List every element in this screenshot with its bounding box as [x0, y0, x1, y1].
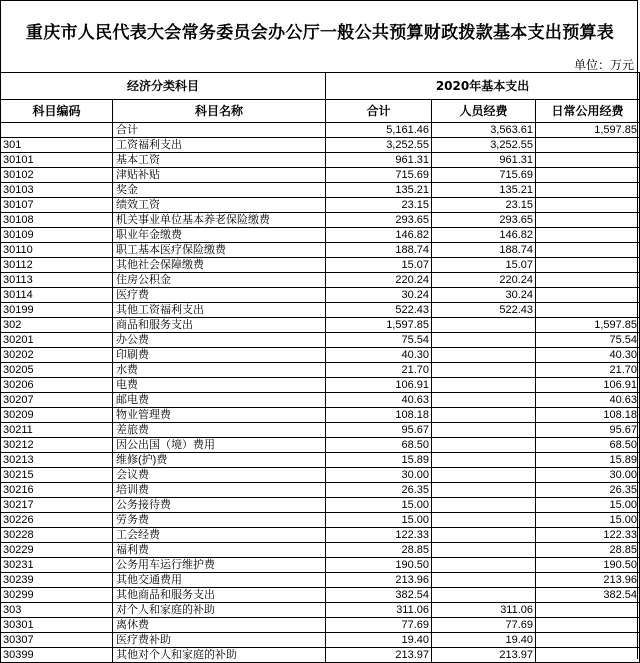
cell-code: 30301: [1, 618, 113, 633]
header-econ-class: 经济分类科目: [1, 73, 326, 100]
cell-public: 15.00: [536, 498, 640, 513]
cell-code: 30226: [1, 513, 113, 528]
cell-name: 奖金: [113, 183, 326, 198]
cell-name: 商品和服务支出: [113, 318, 326, 333]
cell-public: 382.54: [536, 588, 640, 603]
cell-name: 其他对个人和家庭的补助: [113, 648, 326, 663]
cell-total: 135.21: [326, 183, 432, 198]
cell-total: 1,597.85: [326, 318, 432, 333]
cell-code: 30213: [1, 453, 113, 468]
cell-code: 303: [1, 603, 113, 618]
cell-name: 维修(护)费: [113, 453, 326, 468]
cell-public: 1,597.85: [536, 123, 640, 138]
table-row: [1, 378, 640, 393]
cell-total: 77.69: [326, 618, 432, 633]
table-row: [1, 318, 640, 333]
cell-name: 水费: [113, 363, 326, 378]
cell-name: 工会经费: [113, 528, 326, 543]
cell-public: [536, 243, 640, 258]
cell-name: 合计: [113, 123, 326, 138]
cell-personnel: [432, 318, 536, 333]
cell-code: 30109: [1, 228, 113, 243]
table-row: [1, 423, 640, 438]
cell-total: 213.97: [326, 648, 432, 663]
cell-name: 工资福利支出: [113, 138, 326, 153]
cell-total: 95.67: [326, 423, 432, 438]
cell-name: 职工基本医疗保险缴费: [113, 243, 326, 258]
header-code: 科目编码: [1, 100, 113, 123]
table-row: [1, 123, 640, 138]
cell-personnel: 146.82: [432, 228, 536, 243]
cell-total: 108.18: [326, 408, 432, 423]
unit-label: 单位：万元: [573, 58, 634, 72]
cell-code: 30207: [1, 393, 113, 408]
cell-code: 30112: [1, 258, 113, 273]
cell-code: 30103: [1, 183, 113, 198]
cell-public: 26.35: [536, 483, 640, 498]
cell-personnel: [432, 363, 536, 378]
cell-public: 108.18: [536, 408, 640, 423]
cell-name: 机关事业单位基本养老保险缴费: [113, 213, 326, 228]
cell-public: [536, 228, 640, 243]
cell-personnel: 77.69: [432, 618, 536, 633]
cell-personnel: [432, 423, 536, 438]
cell-personnel: 3,252.55: [432, 138, 536, 153]
table-row: [1, 348, 640, 363]
cell-name: 会议费: [113, 468, 326, 483]
cell-total: 190.50: [326, 558, 432, 573]
cell-personnel: [432, 543, 536, 558]
table-row: [1, 468, 640, 483]
header-name: 科目名称: [113, 100, 326, 123]
cell-total: 28.85: [326, 543, 432, 558]
cell-public: [536, 183, 640, 198]
cell-personnel: [432, 573, 536, 588]
cell-code: 30102: [1, 168, 113, 183]
cell-personnel: 522.43: [432, 303, 536, 318]
header-public: 日常公用经费: [536, 100, 640, 123]
cell-code: 30216: [1, 483, 113, 498]
cell-total: 15.00: [326, 498, 432, 513]
table-row: [1, 138, 640, 153]
cell-personnel: 23.15: [432, 198, 536, 213]
table-row: [1, 228, 640, 243]
cell-name: 公务接待费: [113, 498, 326, 513]
cell-name: 公务用车运行维护费: [113, 558, 326, 573]
cell-code: 30113: [1, 273, 113, 288]
cell-public: 75.54: [536, 333, 640, 348]
cell-code: 30229: [1, 543, 113, 558]
cell-personnel: [432, 498, 536, 513]
cell-personnel: [432, 438, 536, 453]
cell-name: 邮电费: [113, 393, 326, 408]
cell-code: 30209: [1, 408, 113, 423]
cell-public: [536, 648, 640, 663]
table-row: [1, 603, 640, 618]
cell-personnel: [432, 558, 536, 573]
cell-name: 电费: [113, 378, 326, 393]
cell-personnel: [432, 468, 536, 483]
cell-name: 离休费: [113, 618, 326, 633]
cell-code: 30228: [1, 528, 113, 543]
table-row: [1, 483, 640, 498]
cell-code: 30307: [1, 633, 113, 648]
table-row: [1, 333, 640, 348]
cell-public: 1,597.85: [536, 318, 640, 333]
cell-personnel: 135.21: [432, 183, 536, 198]
cell-code: 30206: [1, 378, 113, 393]
cell-code: 302: [1, 318, 113, 333]
cell-code: 30107: [1, 198, 113, 213]
cell-code: 30114: [1, 288, 113, 303]
table-row: [1, 363, 640, 378]
budget-table: [0, 72, 640, 663]
cell-name: 对个人和家庭的补助: [113, 603, 326, 618]
cell-public: 30.00: [536, 468, 640, 483]
cell-total: 122.33: [326, 528, 432, 543]
cell-public: [536, 213, 640, 228]
cell-personnel: 293.65: [432, 213, 536, 228]
cell-public: [536, 603, 640, 618]
cell-total: 382.54: [326, 588, 432, 603]
table-row: [1, 198, 640, 213]
cell-code: 30215: [1, 468, 113, 483]
cell-name: 其他社会保障缴费: [113, 258, 326, 273]
cell-public: 190.50: [536, 558, 640, 573]
cell-code: 30205: [1, 363, 113, 378]
cell-public: 68.50: [536, 438, 640, 453]
cell-name: 其他商品和服务支出: [113, 588, 326, 603]
table-row: [1, 303, 640, 318]
table-row: [1, 408, 640, 423]
table-row: [1, 153, 640, 168]
cell-name: 因公出国（境）费用: [113, 438, 326, 453]
header-row-top: [1, 73, 640, 100]
cell-public: [536, 258, 640, 273]
cell-total: 40.30: [326, 348, 432, 363]
cell-total: 5,161.46: [326, 123, 432, 138]
cell-public: [536, 138, 640, 153]
cell-name: 津贴补贴: [113, 168, 326, 183]
cell-total: 21.70: [326, 363, 432, 378]
table-row: [1, 393, 640, 408]
cell-total: 188.74: [326, 243, 432, 258]
table-row: [1, 543, 640, 558]
table-row: [1, 213, 640, 228]
table-row: [1, 168, 640, 183]
cell-public: 21.70: [536, 363, 640, 378]
cell-public: [536, 633, 640, 648]
header-total: 合计: [326, 100, 432, 123]
cell-code: 30217: [1, 498, 113, 513]
cell-public: [536, 303, 640, 318]
cell-personnel: [432, 528, 536, 543]
cell-total: 15.89: [326, 453, 432, 468]
table-row: [1, 243, 640, 258]
cell-name: 其他工资福利支出: [113, 303, 326, 318]
header-personnel: 人员经费: [432, 100, 536, 123]
cell-public: 15.89: [536, 453, 640, 468]
cell-code: 30231: [1, 558, 113, 573]
cell-personnel: [432, 483, 536, 498]
cell-public: 213.96: [536, 573, 640, 588]
cell-personnel: [432, 513, 536, 528]
cell-public: 28.85: [536, 543, 640, 558]
cell-name: 医疗费补助: [113, 633, 326, 648]
cell-public: 95.67: [536, 423, 640, 438]
cell-total: 106.91: [326, 378, 432, 393]
cell-personnel: [432, 378, 536, 393]
cell-name: 差旅费: [113, 423, 326, 438]
cell-personnel: 213.97: [432, 648, 536, 663]
cell-total: 19.40: [326, 633, 432, 648]
cell-public: [536, 168, 640, 183]
cell-total: 311.06: [326, 603, 432, 618]
cell-code: 30110: [1, 243, 113, 258]
cell-name: 绩效工资: [113, 198, 326, 213]
cell-personnel: [432, 333, 536, 348]
cell-name: 劳务费: [113, 513, 326, 528]
cell-public: 40.30: [536, 348, 640, 363]
cell-total: 3,252.55: [326, 138, 432, 153]
table-row: [1, 633, 640, 648]
cell-code: 30399: [1, 648, 113, 663]
cell-code: 30199: [1, 303, 113, 318]
cell-code: 30202: [1, 348, 113, 363]
cell-personnel: [432, 453, 536, 468]
cell-personnel: 19.40: [432, 633, 536, 648]
cell-total: 15.07: [326, 258, 432, 273]
cell-total: 23.15: [326, 198, 432, 213]
cell-code: 301: [1, 138, 113, 153]
cell-personnel: [432, 408, 536, 423]
cell-total: 522.43: [326, 303, 432, 318]
cell-personnel: 188.74: [432, 243, 536, 258]
cell-total: 293.65: [326, 213, 432, 228]
cell-personnel: [432, 348, 536, 363]
cell-code: 30211: [1, 423, 113, 438]
cell-personnel: 311.06: [432, 603, 536, 618]
cell-public: 106.91: [536, 378, 640, 393]
cell-total: 146.82: [326, 228, 432, 243]
cell-total: 68.50: [326, 438, 432, 453]
cell-name: 办公费: [113, 333, 326, 348]
cell-name: 印刷费: [113, 348, 326, 363]
cell-personnel: 15.07: [432, 258, 536, 273]
cell-name: 培训费: [113, 483, 326, 498]
table-row: [1, 498, 640, 513]
cell-personnel: 961.31: [432, 153, 536, 168]
cell-public: [536, 153, 640, 168]
cell-personnel: 220.24: [432, 273, 536, 288]
cell-total: 15.00: [326, 513, 432, 528]
table-row: [1, 453, 640, 468]
cell-code: 30239: [1, 573, 113, 588]
cell-total: 220.24: [326, 273, 432, 288]
table-row: [1, 558, 640, 573]
cell-public: 122.33: [536, 528, 640, 543]
cell-name: 职业年金缴费: [113, 228, 326, 243]
cell-name: 医疗费: [113, 288, 326, 303]
cell-total: 30.00: [326, 468, 432, 483]
cell-total: 961.31: [326, 153, 432, 168]
table-row: [1, 183, 640, 198]
cell-personnel: 715.69: [432, 168, 536, 183]
cell-total: 75.54: [326, 333, 432, 348]
header-row-columns: [1, 100, 640, 123]
cell-public: [536, 288, 640, 303]
cell-total: 30.24: [326, 288, 432, 303]
cell-personnel: [432, 393, 536, 408]
table-row: [1, 438, 640, 453]
cell-name: 其他交通费用: [113, 573, 326, 588]
table-row: [1, 618, 640, 633]
table-row: [1, 648, 640, 663]
cell-code: [1, 123, 113, 138]
table-row: [1, 513, 640, 528]
cell-code: 30299: [1, 588, 113, 603]
cell-public: [536, 198, 640, 213]
cell-code: 30212: [1, 438, 113, 453]
cell-name: 福利费: [113, 543, 326, 558]
cell-public: [536, 273, 640, 288]
table-row: [1, 573, 640, 588]
cell-code: 30108: [1, 213, 113, 228]
cell-name: 基本工资: [113, 153, 326, 168]
cell-personnel: 30.24: [432, 288, 536, 303]
table-row: [1, 273, 640, 288]
table-row: [1, 258, 640, 273]
cell-code: 30201: [1, 333, 113, 348]
page-title: 重庆市人民代表大会常务委员会办公厅一般公共预算财政拨款基本支出预算表: [25, 23, 615, 43]
table-row: [1, 288, 640, 303]
cell-total: 213.96: [326, 573, 432, 588]
cell-total: 26.35: [326, 483, 432, 498]
cell-public: 15.00: [536, 513, 640, 528]
header-year-total: 2020年基本支出: [326, 73, 640, 100]
table-row: [1, 528, 640, 543]
cell-total: 715.69: [326, 168, 432, 183]
cell-code: 30101: [1, 153, 113, 168]
cell-public: 40.63: [536, 393, 640, 408]
cell-public: [536, 618, 640, 633]
cell-name: 住房公积金: [113, 273, 326, 288]
cell-total: 40.63: [326, 393, 432, 408]
cell-name: 物业管理费: [113, 408, 326, 423]
cell-personnel: 3,563.61: [432, 123, 536, 138]
table-row: [1, 588, 640, 603]
cell-personnel: [432, 588, 536, 603]
